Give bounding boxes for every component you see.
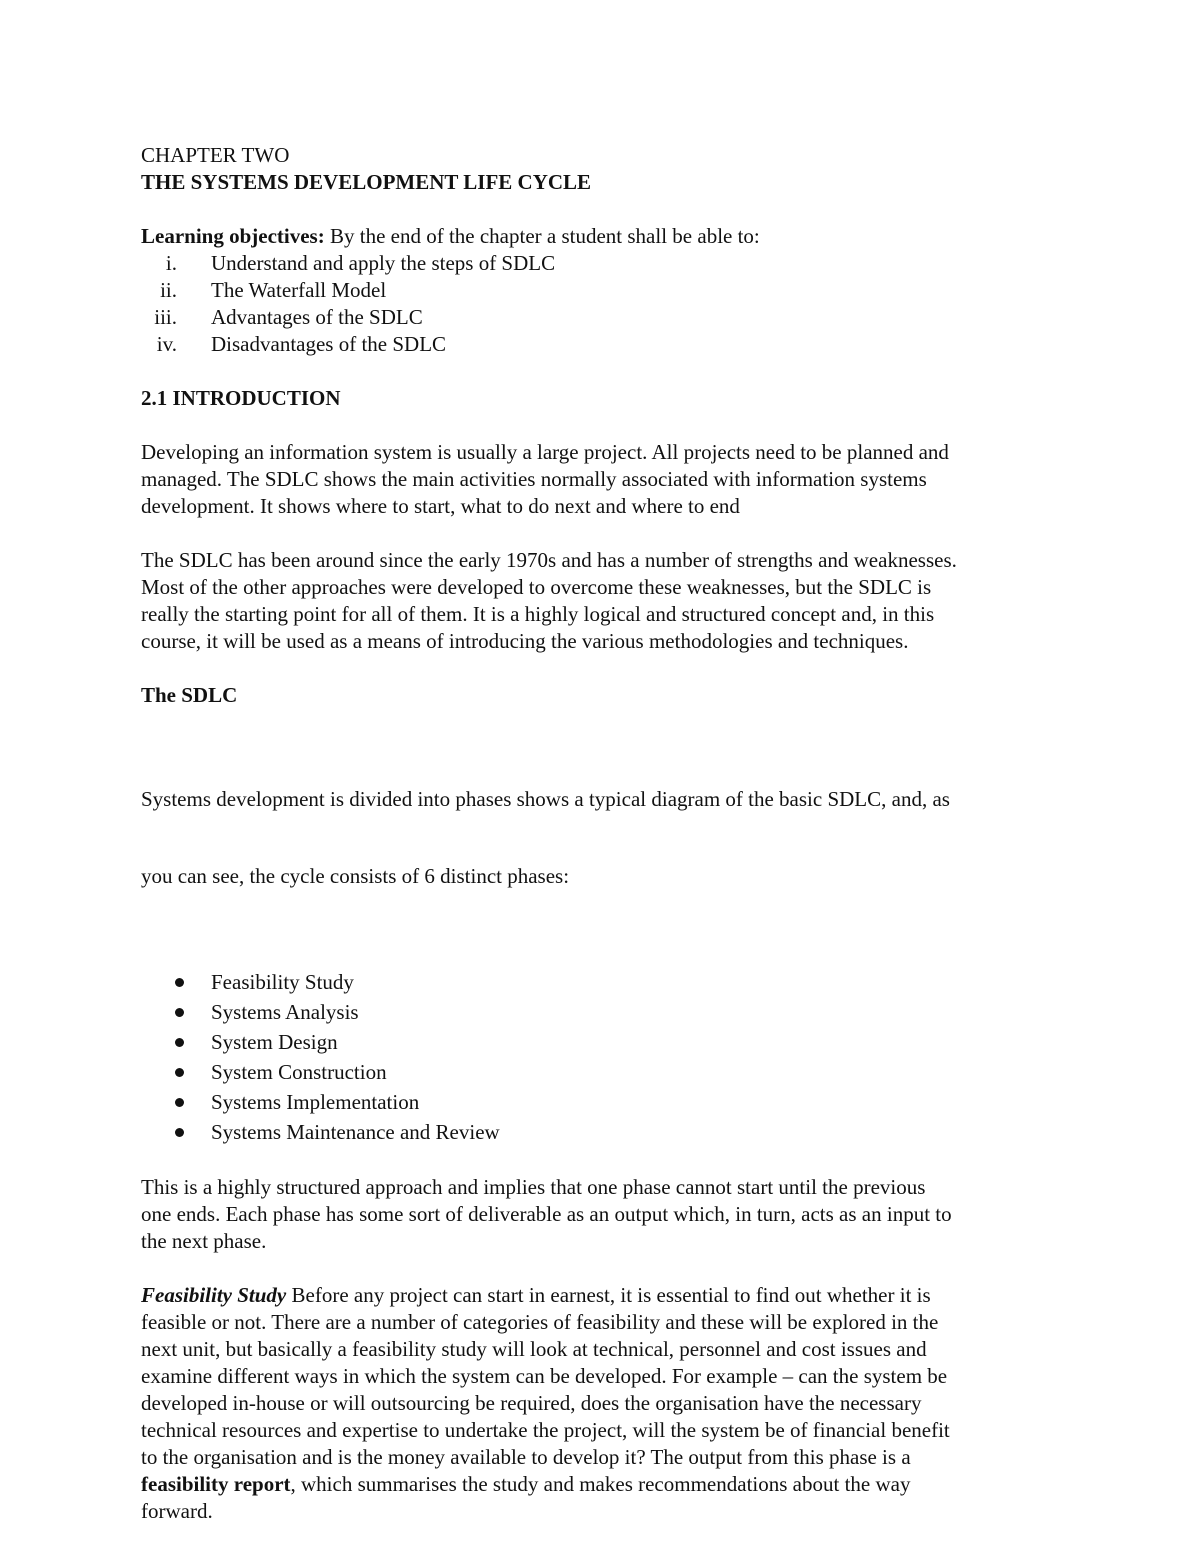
paragraph-line: managed. The SDLC shows the main activities normally associated with information systems [141,467,927,491]
paragraph-line: the next phase. [141,1229,267,1253]
section-heading-introduction: 2.1 INTRODUCTION [141,386,341,410]
bullet-icon [175,1128,184,1137]
paragraph-line: technical resources and expertise to undertake the project, will the system be of financial benefit [141,1418,950,1442]
objective-text: Understand and apply the steps of SDLC [211,251,556,275]
objective-number: iv. [156,332,177,356]
paragraph-line: one ends. Each phase has some sort of deliverable as an output which, in turn, acts as an input to [141,1202,952,1226]
paragraph-line: Systems development is divided into phases shows a typical diagram of the basic SDLC, and, as [141,787,950,811]
objectives-intro-text: By the end of the chapter a student shall be able to: [324,224,760,248]
section-heading-sdlc: The SDLC [141,683,238,707]
sdlc-after-paragraph [141,1174,1071,1255]
paragraph-line: feasible or not. There are a number of categories of feasibility and these will be explored in the [141,1310,939,1334]
paragraph-line: Developing an information system is usually a large project. All projects need to be planned and [141,440,949,464]
phase-text: Systems Analysis [211,1000,359,1024]
phase-item [141,1087,1071,1117]
objective-item [141,277,1071,304]
feasibility-report-rest: , which summarises the study and makes recommendations about the way [290,1472,911,1496]
phase-text: System Design [211,1030,338,1054]
objectives-label: Learning objectives: [141,224,325,248]
bullet-icon [175,1068,184,1077]
objective-item [141,331,1071,358]
phase-item [141,1027,1071,1057]
phase-item [141,1117,1071,1147]
paragraph-line [141,1471,1071,1498]
phase-text: Feasibility Study [211,970,354,994]
paragraph-line: Most of the other approaches were developed to overcome these weaknesses, but the SDLC is [141,575,932,599]
paragraph-line: examine different ways in which the system can be developed. For example – can the system be [141,1364,948,1388]
phase-item [141,997,1071,1027]
phase-text: Systems Maintenance and Review [211,1120,500,1144]
objective-item [141,250,1071,277]
feasibility-report-term: feasibility report [141,1472,291,1496]
bullet-icon [175,978,184,987]
paragraph-line: really the starting point for all of them. It is a highly logical and structured concept and, in this [141,602,935,626]
objective-text: Advantages of the SDLC [211,305,423,329]
bullet-icon [175,1038,184,1047]
bullet-icon [175,1098,184,1107]
phases-list [141,967,1071,1147]
objective-number: iii. [154,305,177,329]
paragraph-line: development. It shows where to start, what to do next and where to end [141,494,740,518]
document-page [141,142,1071,1525]
paragraph-line: forward. [141,1499,213,1523]
feasibility-term: Feasibility Study [141,1283,287,1307]
paragraph-line [141,1282,1071,1309]
phase-item [141,1057,1071,1087]
objective-number: i. [165,251,177,275]
sdlc-paragraph [141,736,1071,940]
paragraph-line: This is a highly structured approach and implies that one phase cannot start until the previous [141,1175,926,1199]
bullet-icon [175,1008,184,1017]
phase-item [141,967,1071,997]
objectives-list [141,250,1071,358]
intro-paragraph-1 [141,439,1071,520]
feasibility-paragraph [141,1282,1071,1525]
feasibility-line-rest: Before any project can start in earnest, it is essential to find out whether it is [286,1283,931,1307]
objective-text: The Waterfall Model [211,278,387,302]
phase-text: Systems Implementation [211,1090,420,1114]
chapter-label: CHAPTER TWO [141,143,290,167]
intro-paragraph-2 [141,547,1071,655]
paragraph-line: to the organisation and is the money available to develop it? The output from this phase is a [141,1445,911,1469]
objective-item [141,304,1071,331]
objective-number: ii. [160,278,177,302]
objective-text: Disadvantages of the SDLC [211,332,447,356]
paragraph-line: you can see, the cycle consists of 6 distinct phases: [141,864,570,888]
phase-text: System Construction [211,1060,387,1084]
paragraph-line: developed in-house or will outsourcing be required, does the organisation have the necessary [141,1391,922,1415]
objectives-intro [141,223,1071,250]
paragraph-line: next unit, but basically a feasibility study will look at technical, personnel and cost issues and [141,1337,927,1361]
paragraph-line: course, it will be used as a means of introducing the various methodologies and techniques. [141,629,909,653]
paragraph-line: The SDLC has been around since the early 1970s and has a number of strengths and weaknesses. [141,548,957,572]
chapter-title: THE SYSTEMS DEVELOPMENT LIFE CYCLE [141,170,592,194]
